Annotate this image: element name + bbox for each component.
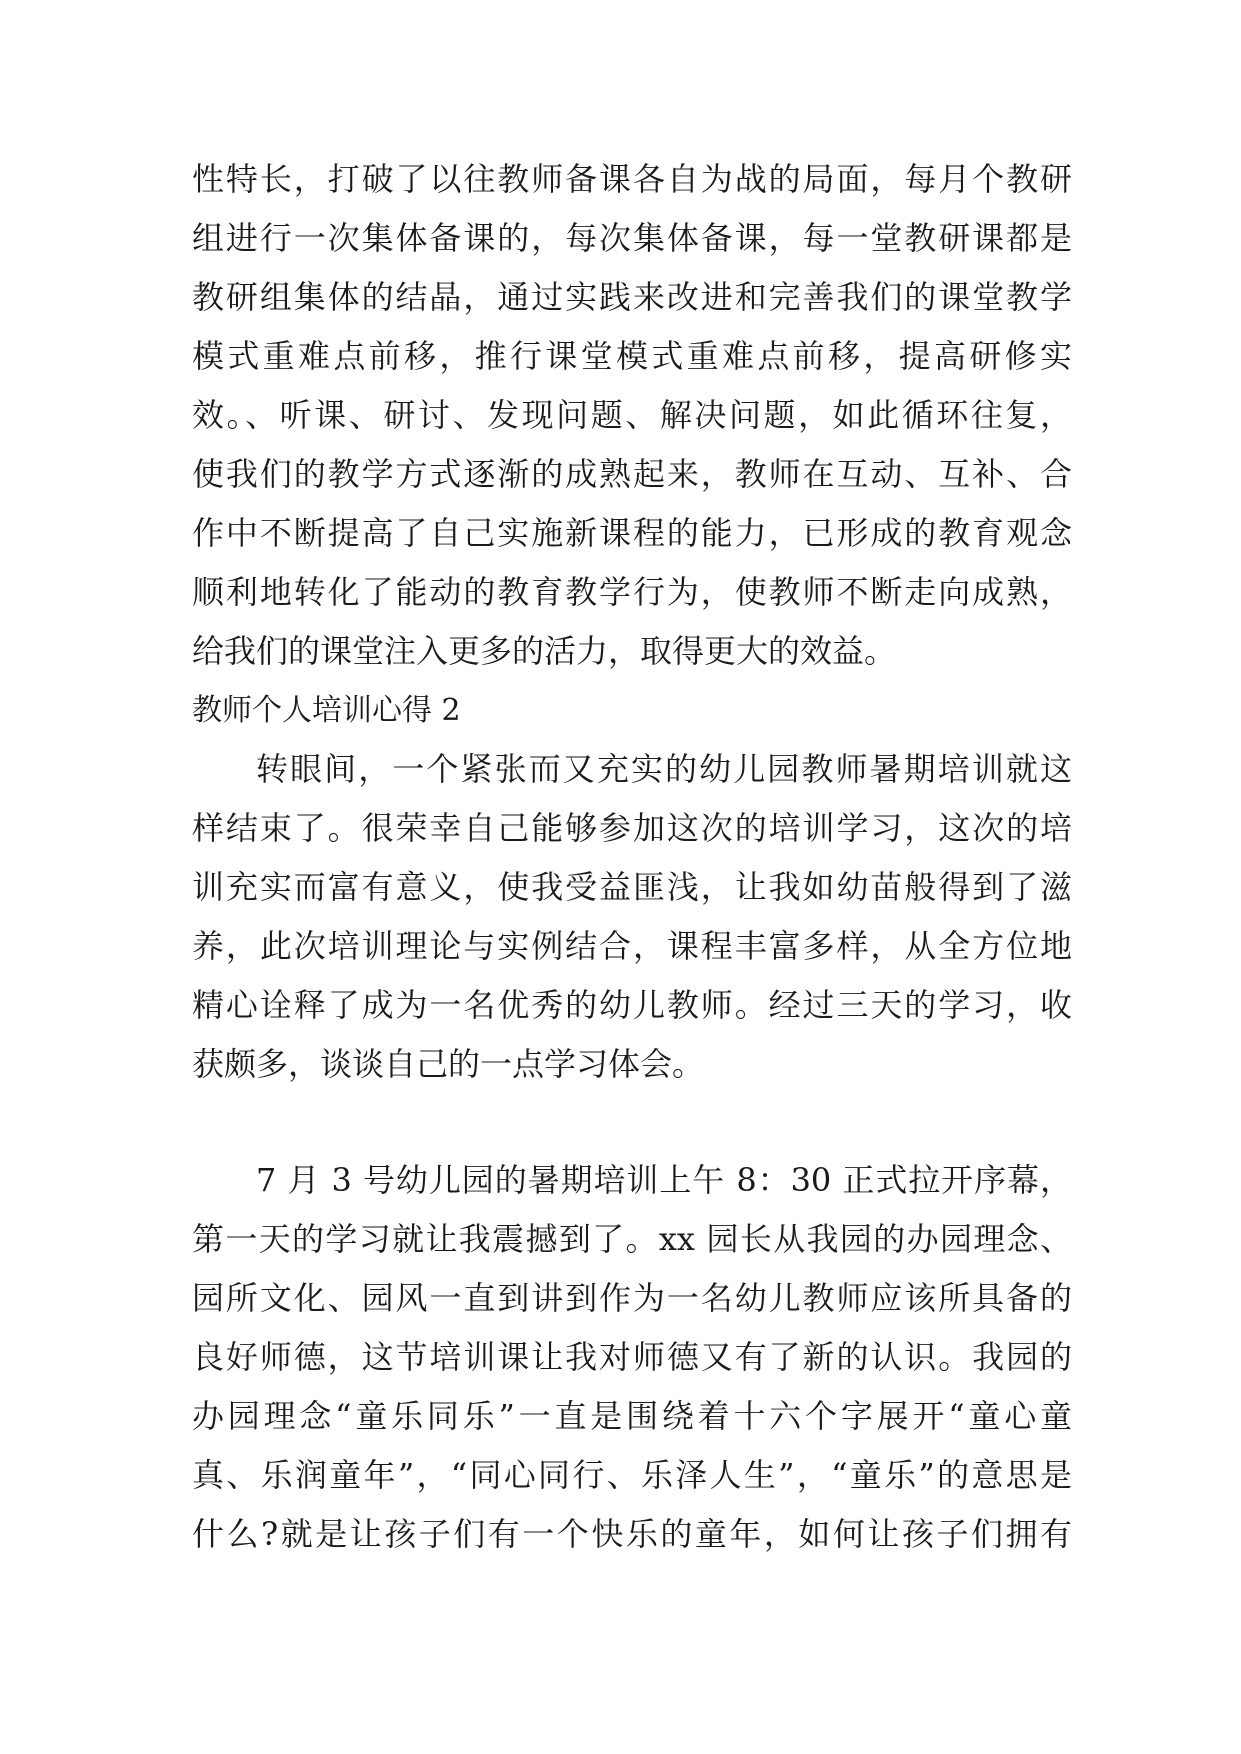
text-line: 顺利地转化了能动的教育教学行为，使教师不断走向成熟，	[192, 573, 1072, 611]
text-line: 组进行一次集体备课的，每次集体备课，每一堂教研课都是	[192, 219, 1072, 257]
paragraph-2	[192, 740, 1072, 1094]
paragraph-spacer	[192, 1094, 1072, 1151]
text-line: 使我们的教学方式逐渐的成熟起来，教师在互动、互补、合	[192, 455, 1072, 493]
text-line: 作中不断提高了自己实施新课程的能力，已形成的教育观念	[192, 514, 1072, 552]
text-line: 教研组集体的结晶，通过实践来改进和完善我们的课堂教学	[192, 278, 1072, 316]
text-line: 真、乐润童年”，“同心同行、乐泽人生”，“童乐”的意思是	[192, 1456, 1072, 1494]
section-heading: 教师个人培训心得 2	[192, 693, 461, 728]
text-line: 样结束了。很荣幸自己能够参加这次的培训学习，这次的培	[192, 809, 1072, 847]
text-line: 养，此次培训理论与实例结合，课程丰富多样，从全方位地	[192, 927, 1072, 965]
text-line: 性特长，打破了以往教师备课各自为战的局面，每月个教研	[192, 160, 1072, 198]
text-line: 获颇多，谈谈自己的一点学习体会。	[192, 1045, 705, 1083]
text-line: 训充实而富有意义，使我受益匪浅，让我如幼苗般得到了滋	[192, 868, 1072, 906]
text-line: 模式重难点前移，推行课堂模式重难点前移，提高研修实	[192, 337, 1072, 375]
document-body	[192, 150, 1072, 1564]
text-line: 效。、听课、研讨、发现问题、解决问题，如此循环往复，	[192, 396, 1072, 434]
text-line: 办园理念“童乐同乐”一直是围绕着十六个字展开“童心童	[192, 1397, 1072, 1435]
text-line: 第一天的学习就让我震撼到了。xx 园长从我园的办园理念、	[192, 1220, 1072, 1258]
text-line: 7 月 3 号幼儿园的暑期培训上午 8：30 正式拉开序幕，	[256, 1161, 1072, 1199]
text-line: 园所文化、园风一直到讲到作为一名幼儿教师应该所具备的	[192, 1279, 1072, 1317]
text-line: 转眼间，一个紧张而又充实的幼儿园教师暑期培训就这	[256, 750, 1072, 788]
text-line: 什么?就是让孩子们有一个快乐的童年，如何让孩子们拥有	[192, 1515, 1072, 1553]
text-line: 给我们的课堂注入更多的活力，取得更大的效益。	[192, 632, 897, 670]
text-line: 精心诠释了成为一名优秀的幼儿教师。经过三天的学习，收	[192, 986, 1072, 1024]
paragraph-1	[192, 150, 1072, 681]
paragraph-3	[192, 1151, 1072, 1564]
text-line: 良好师德，这节培训课让我对师德又有了新的认识。我园的	[192, 1338, 1072, 1376]
